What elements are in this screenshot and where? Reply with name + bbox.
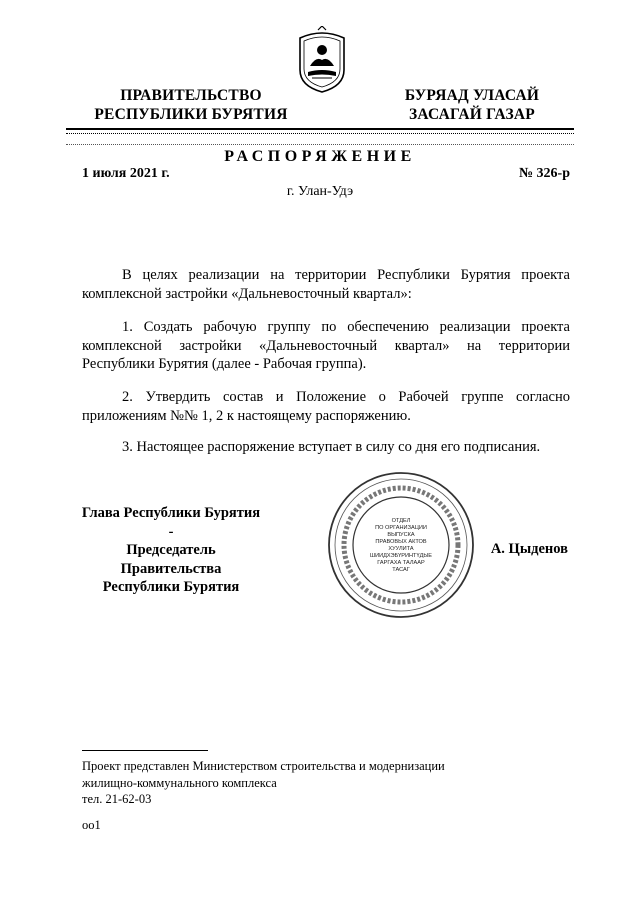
stamp-line-7: ГАРГАХА ТАЛААР <box>377 560 425 566</box>
signatory-position <box>78 504 264 597</box>
header-left-line1: ПРАВИТЕЛЬСТВО <box>120 87 262 104</box>
signatory-position-line1: Глава Республики Бурятия - <box>81 505 261 540</box>
stamp-line-4: ПРАВОВЫХ АКТОВ <box>375 539 427 545</box>
stamp-line-6: ШИИДХЭБҮРИНТҮДЫЕ <box>369 553 433 559</box>
signatory-position-line2: Председатель Правительства <box>120 542 222 577</box>
coat-of-arms-emblem <box>296 26 348 94</box>
body-paragraph-intro: В целях реализации на территории Республики Бурятия проекта комплексной застройки «Дальневосточный квартал»: <box>82 267 570 302</box>
document-date: 1 июля 2021 г. <box>82 166 170 181</box>
body-paragraph-3: 3. Настоящее распоряжение вступает в силу со дня его подписания. <box>122 439 541 455</box>
header-right <box>388 86 556 124</box>
signatory-position-line3: Республики Бурятия <box>102 579 240 595</box>
header-left-line2: РЕСПУБЛИКИ БУРЯТИЯ <box>94 106 288 123</box>
stamp-line-2: ПО ОРГАНИЗАЦИИ <box>375 525 427 531</box>
body-paragraph-1: 1. Создать рабочую группу по обеспечению реализации проекта комплексной застройки «Дальневосточный квартал» на территории Республики Бурятия (далее - Рабочая группа). <box>82 319 570 372</box>
footer-rule <box>82 750 208 751</box>
document-city: г. Улан-Удэ <box>286 184 354 199</box>
stamp-line-1: ОТДЕЛ <box>391 518 411 524</box>
footer-line2: жилищно-коммунального комплекса <box>82 775 277 790</box>
official-stamp <box>326 470 476 620</box>
header-left <box>76 86 306 124</box>
footer-note <box>82 758 522 808</box>
footer-code: оо1 <box>82 818 101 832</box>
header-divider <box>66 128 574 130</box>
stamp-line-5: ХУУЛИТА <box>388 546 414 552</box>
header-right-line1: БУРЯАД УЛАСАЙ <box>404 87 540 104</box>
document-title: РАСПОРЯЖЕНИЕ <box>224 148 416 165</box>
document-number: № 326-р <box>518 166 570 181</box>
signatory-name: А. Цыденов <box>490 541 568 557</box>
body-paragraph-2: 2. Утвердить состав и Положение о Рабочей группе согласно приложениям №№ 1, 2 к настоящему распоряжению. <box>82 389 570 424</box>
header-divider-dotted <box>66 133 574 134</box>
header-divider-dotted-2 <box>66 144 574 145</box>
footer-phone: тел. 21-62-03 <box>82 792 152 806</box>
stamp-line-8: ТАСАГ <box>392 567 410 573</box>
stamp-line-3: ВЫПУСКА <box>387 532 415 538</box>
header-right-line2: ЗАСАГАЙ ГАЗАР <box>409 106 535 123</box>
footer-line1: Проект представлен Министерством строительства и модернизации <box>82 759 445 773</box>
